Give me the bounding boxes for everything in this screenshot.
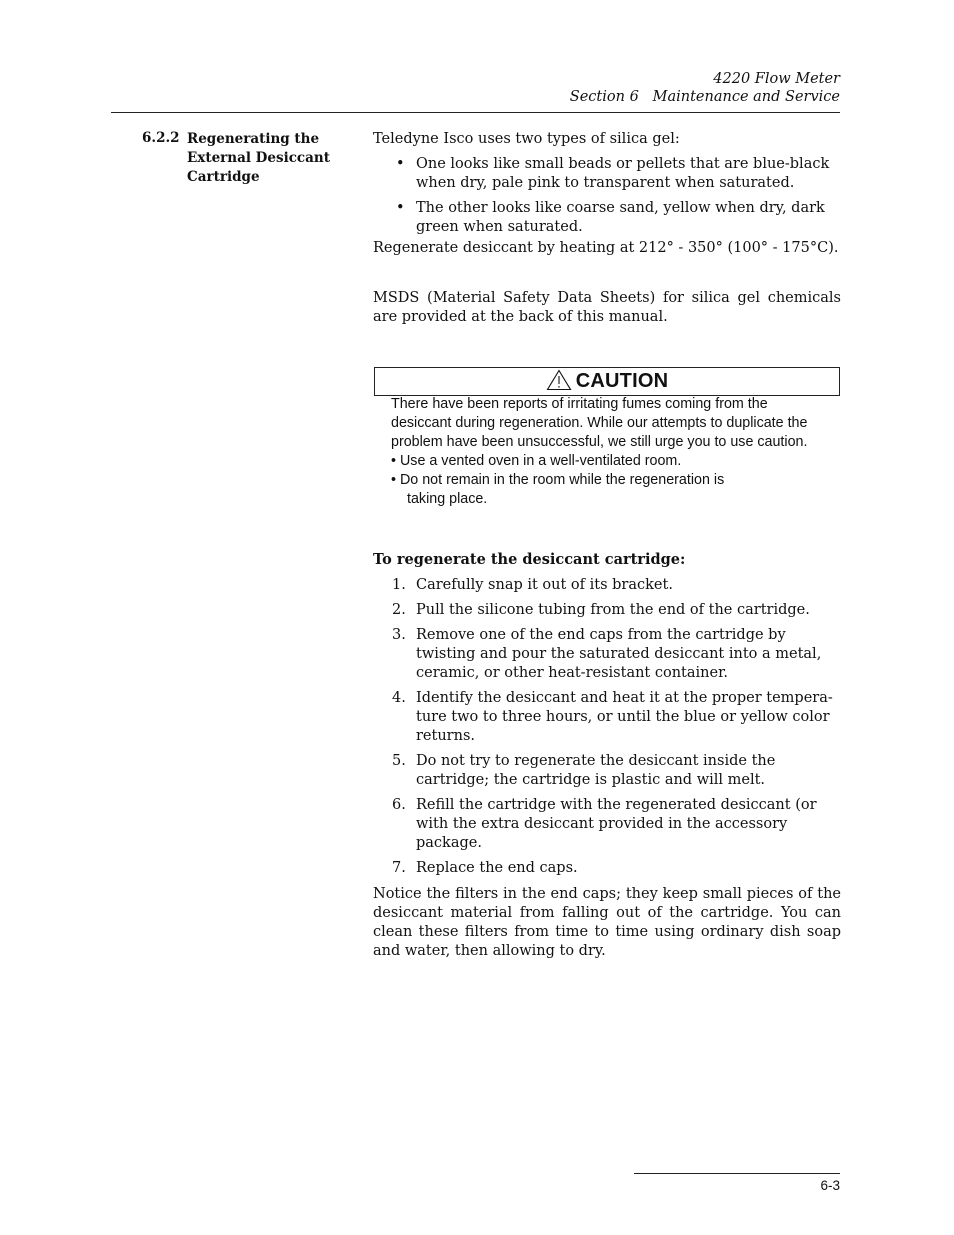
step-number: 5. — [392, 753, 406, 769]
step-text: Do not try to regenerate the desiccant inside the cartridge; the cartridge is plastic and will melt. — [416, 753, 776, 788]
intro-paragraph: Teledyne Isco uses two types of silica gel: — [373, 131, 680, 147]
page-number: 6-3 — [820, 1178, 840, 1193]
header-section: Section 6 Maintenance and Service — [569, 89, 840, 105]
step-text: Remove one of the end caps from the cartridge by twisting and pour the saturated desiccant into a metal, ceramic, or other heat-resistant container. — [416, 627, 822, 681]
footer-rule — [634, 1173, 840, 1174]
step-number: 7. — [392, 860, 406, 876]
caution-item: • Use a vented oven in a well-ventilated room. — [391, 452, 682, 469]
caution-title: CAUTION — [575, 370, 669, 392]
step-text: Identify the desiccant and heat it at the proper tempera-ture two to three hours, or until the blue or yellow color returns. — [416, 690, 833, 744]
caution-body — [391, 395, 831, 508]
step-item — [373, 576, 841, 595]
step-number: 6. — [392, 797, 406, 813]
list-item-text: One looks like small beads or pellets that are blue-black when dry, pale pink to transparent when saturated. — [416, 156, 830, 191]
running-header — [570, 70, 840, 106]
regenerate-paragraph: Regenerate desiccant by heating at 212° - 350° (100° - 175°C). — [373, 240, 839, 256]
procedure-steps — [373, 576, 841, 884]
step-number: 1. — [392, 577, 406, 593]
caution-header-box — [374, 367, 840, 396]
caution-item: • Do not remain in the room while the regeneration is — [391, 471, 725, 488]
step-item — [373, 626, 841, 683]
warning-triangle-icon — [546, 369, 572, 395]
header-title: 4220 Flow Meter — [713, 71, 840, 87]
step-number: 2. — [392, 602, 406, 618]
list-item-text: The other looks like coarse sand, yellow when dry, dark green when saturated. — [416, 200, 825, 235]
step-text: Pull the silicone tubing from the end of the cartridge. — [416, 602, 810, 618]
notice-paragraph: Notice the filters in the end caps; they keep small pieces of the desiccant material from falling out of the cartridge. You can clean these filters from time to time using ordinary dish soap and water, then allowing to dry. — [373, 886, 841, 959]
procedure-heading: To regenerate the desiccant cartridge: — [373, 551, 686, 568]
step-item — [373, 859, 841, 878]
list-item — [373, 155, 841, 193]
section-title: Regenerating the External Desiccant Cartridge — [187, 131, 330, 185]
step-number: 4. — [392, 690, 406, 706]
msds-paragraph: MSDS (Material Safety Data Sheets) for silica gel chemicals are provided at the back of this manual. — [373, 290, 841, 325]
step-item — [373, 752, 841, 790]
bullet-glyph: • — [396, 156, 405, 172]
step-text: Carefully snap it out of its bracket. — [416, 577, 673, 593]
caution-paragraph: There have been reports of irritating fumes coming from the desiccant during regeneration. While our attempts to duplicate the problem have been unsuccessful, we still urge you to use caution. — [391, 396, 808, 450]
silica-gel-type-list — [373, 155, 841, 243]
step-number: 3. — [392, 627, 406, 643]
list-item — [373, 199, 841, 237]
step-item — [373, 601, 841, 620]
step-item — [373, 689, 841, 746]
step-text: Refill the cartridge with the regenerated desiccant (or with the extra desiccant provided in the accessory package. — [416, 797, 817, 851]
bullet-glyph: • — [396, 200, 405, 216]
section-number: 6.2.2 — [142, 130, 180, 146]
caution-item-continuation: taking place. — [407, 490, 488, 507]
header-rule — [111, 112, 840, 113]
step-text: Replace the end caps. — [416, 860, 578, 876]
step-item — [373, 796, 841, 853]
